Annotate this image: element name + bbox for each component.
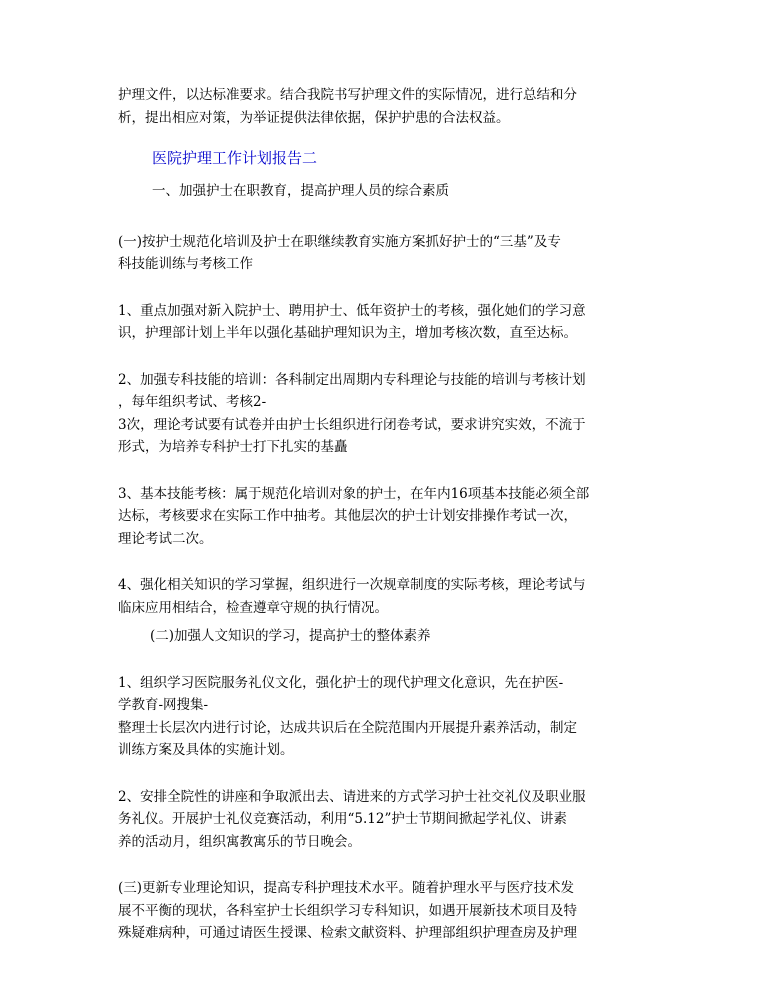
- text-line: 2、安排全院性的讲座和争取派出去、请进来的方式学习护士社交礼仪及职业服: [118, 788, 586, 805]
- text-line: 展不平衡的现状，各科室护士长组织学习专科知识，如遇开展新技术项目及特: [118, 902, 577, 919]
- text-line: 1、重点加强对新入院护士、聘用护士、低年资护士的考核，强化她们的学习意: [118, 302, 586, 319]
- text-line: ，每年组织考试、考核2-: [118, 394, 267, 410]
- subsection-2: (二)加强人文知识的学习，提高护士的整体素养: [150, 628, 431, 644]
- text-line: (三)更新专业理论知识，提高专科护理技术水平。随着护理水平与医疗技术发: [118, 880, 575, 896]
- section-heading: 一、加强护士在职教育，提高护理人员的综合素质: [152, 183, 449, 199]
- subsection-1: [118, 231, 658, 276]
- text-line: 养的活动月，组织寓教寓乐的节日晚会。: [118, 833, 361, 850]
- list-item-1: [118, 300, 658, 345]
- text-line: (一)按护士规范化培训及护士在职继续教育实施方案抓好护士的“三基”及专: [118, 233, 561, 250]
- list-item-3: [118, 483, 658, 551]
- text-line: 3、基本技能考核：属于规范化培训对象的护士，在年内16项基本技能必须全部: [118, 485, 590, 502]
- text-line: 识，护理部计划上半年以强化基础护理知识为主，增加考核次数，直至达标。: [118, 325, 577, 341]
- text-line: 析，提出相应对策，为举证提供法律依据，保护护患的合法权益。: [118, 109, 510, 126]
- text-line: 1、组织学习医院服务礼仪文化，强化护士的现代护理文化意识，先在护医-: [118, 674, 564, 691]
- text-line: 临床应用相结合，检查遵章守规的执行情况。: [118, 599, 388, 616]
- intro-paragraph: [118, 84, 658, 129]
- text-line: 整理士长层次内进行讨论，达成共识后在全院范围内开展提升素养活动，制定: [118, 719, 577, 736]
- text-line: 学教育-网搜集-: [118, 697, 209, 713]
- text-line: 训练方案及具体的实施计划。: [118, 742, 294, 758]
- text-line: 2、加强专科技能的培训：各科制定出周期内专科理论与技能的培训与考核计划: [118, 371, 586, 388]
- text-line: 达标，考核要求在实际工作中抽考。其他层次的护士计划安排操作考试一次，: [118, 508, 577, 524]
- text-line: 理论考试二次。: [118, 530, 213, 547]
- text-line: 殊疑难病种，可通过请医生授课、检索文献资料、护理部组织护理查房及护理: [118, 925, 577, 941]
- text-line: 务礼仪。开展护士礼仪竞赛活动，利用“5.12”护士节期间掀起学礼仪、讲素: [118, 811, 567, 827]
- list-item-5: [118, 672, 658, 762]
- text-line: 护理文件，以达标准要求。结合我院书写护理文件的实际情况，进行总结和分: [118, 87, 577, 103]
- document-page: [118, 84, 658, 945]
- list-item-6: [118, 786, 658, 854]
- list-item-4: [118, 574, 658, 619]
- text-line: 3次，理论考试要有试卷并由护士长组织进行闭卷考试，要求讲究实效，不流于: [118, 416, 586, 433]
- subsection-3: [118, 877, 658, 945]
- text-line: 4、强化相关知识的学习掌握，组织进行一次规章制度的实际考核，理论考试与: [118, 577, 586, 593]
- report-title: 医院护理工作计划报告二: [152, 149, 318, 167]
- list-item-2: [118, 369, 658, 459]
- text-line: 形式，为培养专科护士打下扎实的基矗: [118, 439, 348, 455]
- text-line: 科技能训练与考核工作: [118, 256, 253, 272]
